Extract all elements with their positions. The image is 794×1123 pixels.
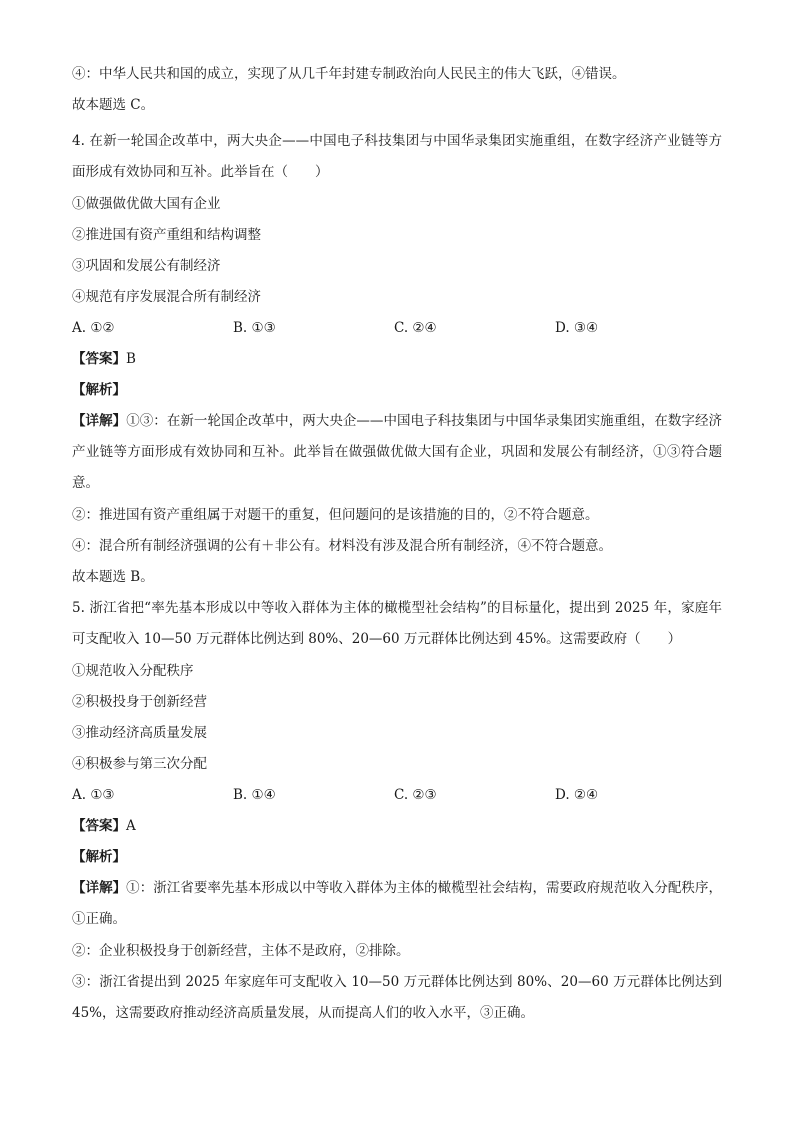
q4-detail-1-text: ①③：在新一轮国企改革中，两大央企——中国电子科技集团与中国华录集团实施重组，在数字经济产业链等方面形成有效协同和互补。此举旨在做强做优做大国有企业，巩固和发展公有制经济，①③符合题意。	[72, 413, 723, 491]
q4-item-1: ①做强做优做大国有企业	[72, 196, 221, 212]
q4-detail-1	[72, 406, 722, 499]
q4-item-3: ③巩固和发展公有制经济	[72, 258, 221, 274]
q5-option-c: C. ②③	[394, 787, 437, 803]
q3-conclusion: 故本题选 C。	[72, 97, 155, 113]
q4-stem: 4. 在新一轮国企改革中，两大央企——中国电子科技集团与中国华录集团实施重组，在数字经济产业链等方面形成有效协同和互补。此举旨在（ ）	[72, 133, 722, 180]
q4-answer-value: B	[126, 351, 136, 367]
q4-detail-label: 【详解】	[72, 413, 127, 429]
q5-answer-value: A	[126, 818, 136, 834]
q5-detail-label: 【详解】	[72, 880, 127, 896]
q4-analysis-label	[72, 380, 722, 400]
q5-stem: 5. 浙江省把“率先基本形成以中等收入群体为主体的橄榄型社会结构”的目标量化，提出到 2025 年，家庭年可支配收入 10—50 万元群体比例达到 80%、20—60 万元群体比例达到 45%。这需要政府（ ）	[72, 600, 722, 647]
q4-detail-2: ②：推进国有资产重组属于对题干的重复，但问题问的是该措施的目的，②不符合题意。	[72, 507, 599, 523]
q4-answer-label: 【答案】	[72, 351, 126, 367]
q5-detail-1-text: ①：浙江省要率先基本形成以中等收入群体为主体的橄榄型社会结构，需要政府规范收入分配秩序，①正确。	[72, 880, 723, 927]
q4-item-4: ④规范有序发展混合所有制经济	[72, 289, 261, 305]
q4-option-b: B. ①③	[233, 320, 276, 336]
q4-item-2: ②推进国有资产重组和结构调整	[72, 227, 261, 243]
q5-option-a: A. ①③	[72, 787, 115, 803]
q5-options	[72, 785, 722, 805]
q4-options	[72, 318, 722, 338]
q3-analysis-4: ④：中华人民共和国的成立，实现了从几千年封建专制政治向人民民主的伟大飞跃，④错误。	[72, 66, 626, 82]
q5-item-4: ④积极参与第三次分配	[72, 756, 207, 772]
q5-detail-3: ③：浙江省提出到 2025 年家庭年可支配收入 10—50 万元群体比例达到 80%、20—60 万元群体比例达到 45%，这需要政府推动经济高质量发展，从而提高人们的收入水平，③正确。	[72, 974, 722, 1021]
q5-detail-1	[72, 873, 722, 935]
q5-item-1: ①规范收入分配秩序	[72, 663, 194, 679]
q4-option-c: C. ②④	[394, 320, 437, 336]
q5-analysis-label	[72, 847, 722, 867]
q5-item-3: ③推动经济高质量发展	[72, 725, 207, 741]
q4-conclusion: 故本题选 B。	[72, 569, 154, 585]
q4-option-a: A. ①②	[72, 320, 115, 336]
q5-answer	[72, 816, 722, 836]
q4-detail-3: ④：混合所有制经济强调的公有＋非公有。材料没有涉及混合所有制经济，④不符合题意。	[72, 538, 612, 554]
q4-analysis-heading: 【解析】	[72, 382, 126, 398]
q5-detail-2: ②：企业积极投身于创新经营，主体不是政府，②排除。	[72, 943, 410, 959]
q5-option-d: D. ②④	[555, 787, 599, 803]
q5-answer-label: 【答案】	[72, 818, 126, 834]
q5-analysis-heading: 【解析】	[72, 849, 126, 865]
document-page	[72, 64, 722, 1035]
q5-item-2: ②积极投身于创新经营	[72, 694, 207, 710]
q4-answer	[72, 349, 722, 369]
q5-option-b: B. ①④	[233, 787, 276, 803]
q4-option-d: D. ③④	[555, 320, 599, 336]
